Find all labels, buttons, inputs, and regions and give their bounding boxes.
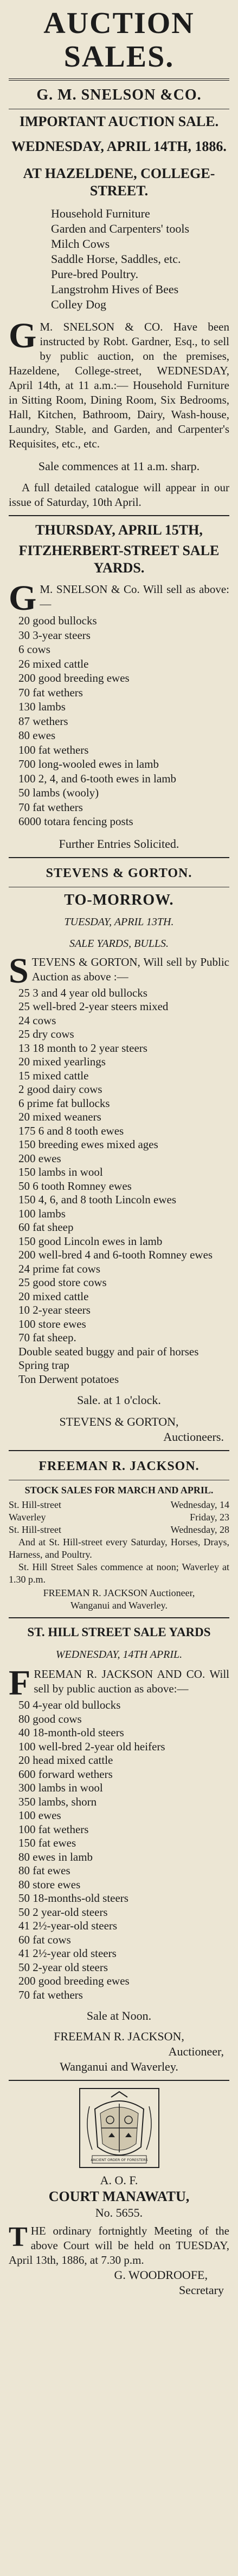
list-item: 20 mixed cattle (18, 1289, 89, 1303)
list-item: 700 long-wooled ewes in lamb (18, 757, 159, 770)
list-item: 300 lambs in wool (18, 1781, 103, 1794)
org-name: A. O. F. (100, 2173, 138, 2187)
list-item: 70 fat wethers (18, 1988, 83, 2001)
ad-heading: STOCK SALES FOR MARCH AND APRIL. (24, 1485, 214, 1495)
signature: STEVENS & GORTON, (59, 1415, 179, 1428)
sale-time: Sale commences at 11 a.m. sharp. (38, 459, 200, 473)
emblem-motto: ANCIENT ORDER OF FORESTERS (90, 2158, 148, 2162)
list-item: 50 6 tooth Romney ewes (18, 1179, 132, 1193)
drop-cap: G (9, 316, 37, 355)
list-item: 60 fat sheep (18, 1221, 74, 1234)
list-item: 200 good breeding ewes (18, 1974, 130, 1987)
sale-date: WEDNESDAY, 14TH APRIL. (55, 1649, 183, 1661)
list-item: 150 lambs in wool (18, 1165, 103, 1178)
schedule-place: St. Hill-street (9, 1524, 61, 1535)
list-item: 20 head mixed cattle (18, 1754, 113, 1767)
sale-time: Sale at Noon. (86, 2009, 152, 2022)
list-item: 350 lambs, shorn (18, 1795, 97, 1808)
list-item: Saddle Horse, Saddles, etc. (51, 252, 181, 266)
sale-date: THURSDAY, APRIL 15TH, (35, 522, 203, 538)
sale-place: SALE YARDS, BULLS. (69, 937, 169, 950)
list-item: 100 well-bred 2-year old heifers (18, 1740, 165, 1753)
schedule-row (9, 1499, 229, 1511)
items-list (9, 614, 229, 829)
list-item: 6 prime fat bullocks (18, 1096, 110, 1110)
list-item: 100 store ewes (18, 1317, 86, 1330)
schedule-day: Friday, 23 (190, 1512, 229, 1523)
foresters-crest-icon (79, 2087, 160, 2169)
list-item: Milch Cows (51, 237, 110, 251)
ad-st-hill-street (9, 1624, 229, 2074)
firm-name: STEVENS & GORTON. (46, 866, 192, 880)
schedule-list (9, 1499, 229, 1536)
firm-name: G. M. SNELSON &CO. (36, 87, 202, 103)
list-item: 20 mixed yearlings (18, 1055, 106, 1068)
list-item: Household Furniture (51, 207, 150, 220)
ad-intro (9, 578, 229, 618)
signature: FREEMAN R. JACKSON, (54, 2030, 184, 2043)
sale-place: AT HAZELDENE, COLLEGE-STREET. (23, 166, 215, 199)
ad-body (9, 316, 229, 451)
list-item: 100 2, 4, and 6-tooth ewes in lamb (18, 772, 177, 785)
ad-heading: ST. HILL STREET SALE YARDS (27, 1625, 211, 1639)
signature-place: Wanganui and Waverley. (60, 2060, 178, 2073)
ad-snelson-fitzherbert (9, 522, 229, 852)
list-item: 70 fat sheep. (18, 1331, 76, 1344)
list-item: 175 6 and 8 tooth ewes (18, 1124, 124, 1137)
schedule-note: And at St. Hill-street every Saturday, Horses, Drays, Harness, and Poultry. (9, 1537, 229, 1560)
list-item: 80 fat ewes (18, 1864, 70, 1877)
schedule-note: St. Hill Street Sales commence at noon; Waverley at 1.30 p.m. (9, 1562, 229, 1585)
list-item: 6000 totara fencing posts (18, 815, 133, 828)
list-item: 100 fat wethers (18, 743, 89, 756)
intro-text: REEMAN R. JACKSON AND CO. Will sell by public auction as above:— (34, 1668, 229, 1695)
drop-cap: F (9, 1663, 31, 1703)
sale-date: WEDNESDAY, APRIL 14TH, 1886. (11, 139, 227, 154)
list-item: 70 fat wethers (18, 800, 83, 814)
list-item: 50 18-months-old steers (18, 1892, 128, 1905)
items-list (9, 986, 229, 1387)
meeting-notice (9, 2224, 229, 2268)
intro-text: M. SNELSON & Co. Will sell as above:— (40, 583, 229, 610)
list-item: 600 forward wethers (18, 1767, 113, 1781)
intro-text: TEVENS & GORTON, Will sell by Public Auction as above :— (31, 955, 229, 983)
court-number: No. 5655. (95, 2206, 143, 2219)
list-item: 41 2½-year old steers (18, 1947, 117, 1960)
list-item: 70 fat wethers (18, 686, 83, 699)
list-item: 100 fat wethers (18, 1822, 89, 1836)
list-item: 20 mixed weaners (18, 1110, 101, 1123)
list-item: 25 well-bred 2-year steers mixed (18, 1000, 169, 1013)
list-item: 150 good Lincoln ewes in lamb (18, 1234, 163, 1248)
list-item: 50 4-year old bullocks (18, 1698, 121, 1711)
schedule-day: Wednesday, 28 (170, 1524, 229, 1535)
signature-place: Wanganui and Waverley. (70, 1600, 168, 1611)
ad-heading: IMPORTANT AUCTION SALE. (19, 114, 219, 129)
ad-freeman-jackson-schedule (9, 1457, 229, 1612)
list-item: 25 dry cows (18, 1027, 74, 1040)
list-item: 30 3-year steers (18, 628, 91, 642)
list-item: 80 ewes (18, 729, 56, 742)
list-item: 50 2-year old steers (18, 1960, 108, 1974)
schedule-row (9, 1511, 229, 1524)
ad-stevens-gorton (9, 864, 229, 1445)
list-item: 100 ewes (18, 1809, 61, 1822)
ad-intro (9, 951, 229, 991)
list-item: Garden and Carpenters' tools (51, 222, 190, 235)
list-item: 150 breeding ewes mixed ages (18, 1138, 158, 1151)
ad-heading: TO-MORROW. (64, 891, 174, 908)
list-item: 6 cows (18, 643, 50, 656)
signature-role: Auctioneer, (168, 2045, 224, 2058)
list-item: 25 good store cows (18, 1276, 107, 1289)
divider (9, 2080, 229, 2081)
firm-name: FREEMAN R. JACKSON. (38, 1459, 200, 1473)
list-item: 200 ewes (18, 1151, 61, 1165)
list-item: 24 prime fat cows (18, 1262, 101, 1275)
list-item: Ton Derwent potatoes (18, 1372, 119, 1386)
foresters-emblem (9, 2087, 229, 2169)
catalogue-note: A full detailed catalogue will appear in our issue of Saturday, 10th April. (9, 481, 229, 509)
list-item: Pure-bred Poultry. (51, 267, 139, 281)
list-item: 100 lambs (18, 1207, 66, 1220)
divider (9, 78, 229, 81)
list-item: 200 well-bred 4 and 6-tooth Romney ewes (18, 1248, 213, 1261)
schedule-place: St. Hill-street (9, 1499, 61, 1510)
masthead: AUCTION SALES. (43, 6, 195, 74)
list-item: 26 mixed cattle (18, 657, 89, 670)
notice-text: HE ordinary fortnightly Meeting of the above Court will be held on TUESDAY, April 13th, 1886, at 7.30 p.m. (9, 2224, 229, 2267)
schedule-row (9, 1524, 229, 1536)
sale-time: Sale. at 1 o'clock. (77, 1393, 161, 1407)
items-list (9, 206, 229, 312)
schedule-day: Wednesday, 14 (170, 1499, 229, 1510)
ad-foresters-court (9, 2087, 229, 2298)
list-item: 2 good dairy cows (18, 1083, 102, 1096)
list-item: 20 good bullocks (18, 614, 97, 627)
list-item: 50 2 year-old steers (18, 1905, 108, 1919)
list-item: 25 3 and 4 year old bullocks (18, 986, 147, 999)
list-item: 60 fat cows (18, 1933, 71, 1946)
list-item: 50 lambs (wooly) (18, 786, 99, 799)
list-item: 87 wethers (18, 714, 68, 728)
list-item: 40 18-month-old steers (18, 1726, 124, 1739)
list-item: 80 good cows (18, 1712, 82, 1725)
divider (9, 1450, 229, 1451)
list-item: 24 cows (18, 1013, 56, 1027)
signature-role: Auctioneers. (163, 1430, 224, 1444)
drop-cap: T (9, 2222, 28, 2252)
list-item: 13 18 month to 2 year steers (18, 1041, 147, 1055)
list-item: 15 mixed cattle (18, 1069, 89, 1082)
court-name: COURT MANAWATU, (48, 2189, 190, 2204)
list-item: Langstrohm Hives of Bees (51, 282, 179, 296)
list-item: 80 store ewes (18, 1877, 81, 1891)
list-item: 130 lambs (18, 700, 66, 713)
signature: G. WOODROOFE, (114, 2268, 208, 2282)
ad-intro (9, 1663, 229, 1703)
list-item: 41 2½-year-old steers (18, 1919, 118, 1932)
signature-role: Secretary (178, 2283, 224, 2297)
ad-snelson-hazeldene (9, 85, 229, 510)
list-item: Double seated buggy and pair of horses (18, 1345, 199, 1358)
list-item: 200 good breeding ewes (18, 671, 130, 684)
list-item: 80 ewes in lamb (18, 1850, 93, 1863)
list-item: Spring trap (18, 1359, 69, 1372)
items-list (9, 1698, 229, 2002)
entries-note: Further Entries Solicited. (59, 836, 179, 851)
sale-date: TUESDAY, APRIL 13TH. (64, 915, 174, 928)
list-item: Colley Dog (51, 298, 107, 311)
signature: FREEMAN R. JACKSON Auctioneer, (43, 1587, 195, 1598)
divider (9, 515, 229, 516)
drop-cap: S (9, 951, 29, 991)
list-item: 150 4, 6, and 8 tooth Lincoln ewes (18, 1193, 177, 1206)
body-text: M. SNELSON & CO. Have been instructed by Robt. Gardner, Esq., to sell by public auction, on the premises, Hazeldene, College-street, WEDNESDAY, April 14th, at 11 a.m.:— Household Furniture in Sitting Room, Dining Room, Six Bedrooms, Hall, Kitchen, Bathroom, Dairy, Wash-house, Laundry, Stable, and Garden, and Carpenter's Requisites, etc., etc. (9, 320, 229, 450)
list-item: 150 fat ewes (18, 1836, 76, 1849)
divider (9, 1617, 229, 1618)
divider (9, 857, 229, 858)
sale-place: FITZHERBERT-STREET SALE YARDS. (18, 543, 220, 576)
list-item: 10 2-year steers (18, 1303, 91, 1316)
schedule-place: Waverley (9, 1512, 46, 1523)
drop-cap: G (9, 578, 37, 618)
